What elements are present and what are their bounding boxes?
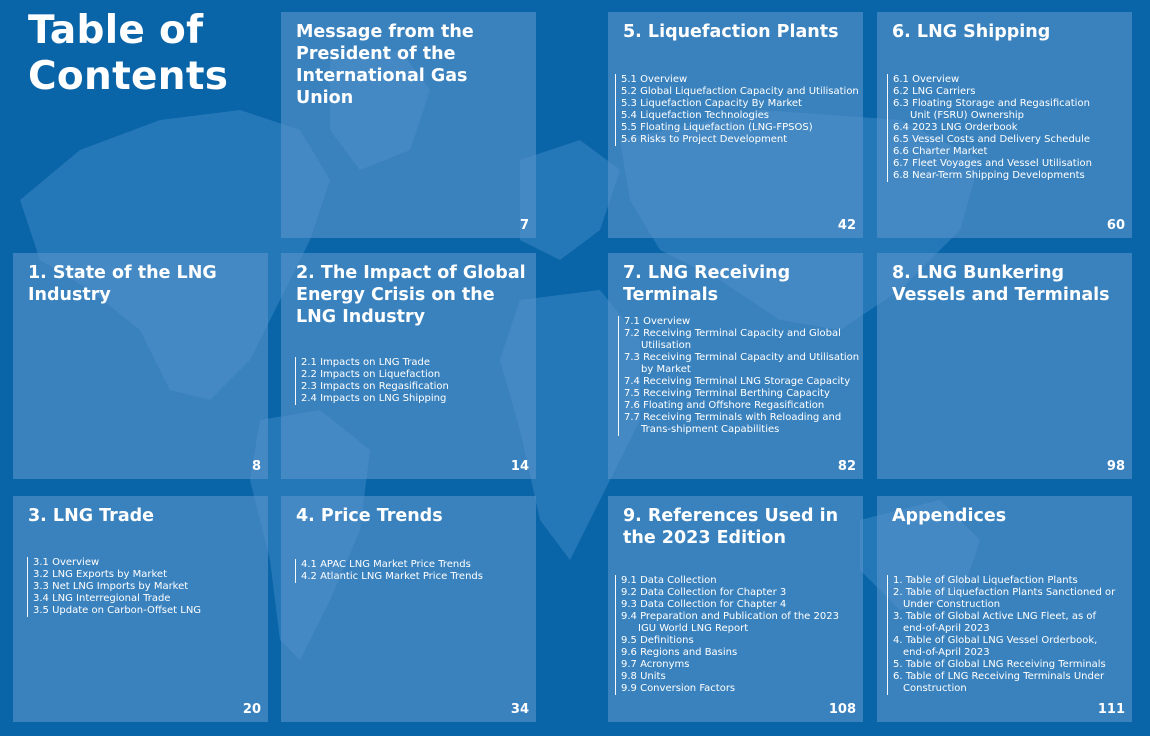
toc-card-chapter-6[interactable] <box>877 12 1132 238</box>
card-title: 7. LNG Receiving Terminals <box>623 263 791 305</box>
section-link[interactable]: 6.5 Vessel Costs and Delivery Schedule <box>893 134 1091 145</box>
section-link[interactable]: 9.1 Data Collection <box>621 575 717 586</box>
card-title: Message from the President of the International Gas Union <box>296 22 474 108</box>
section-link[interactable]: 2. Table of Liquefaction Plants Sanctioned or <box>893 587 1116 598</box>
section-link[interactable]: 6.8 Near-Term Shipping Developments <box>893 170 1085 181</box>
toc-card-chapter-2[interactable] <box>281 253 536 479</box>
card-section-list <box>887 74 1124 182</box>
section-link-continuation[interactable]: end-of-April 2023 <box>903 623 990 634</box>
section-link[interactable]: 9.4 Preparation and Publication of the 2023 <box>621 611 839 622</box>
card-section-list <box>615 575 855 695</box>
card-page-number: 20 <box>242 702 261 717</box>
section-link[interactable]: 3. Table of Global Active LNG Fleet, as of <box>893 611 1097 622</box>
card-title: 2. The Impact of Global Energy Crisis on the LNG Industry <box>296 263 526 327</box>
toc-card-chapter-7[interactable] <box>608 253 863 479</box>
section-link[interactable]: 7.5 Receiving Terminal Berthing Capacity <box>624 388 830 399</box>
section-link[interactable]: 7.2 Receiving Terminal Capacity and Global <box>624 328 841 339</box>
toc-card-president-message[interactable] <box>281 12 536 238</box>
section-link[interactable]: 9.5 Definitions <box>621 635 694 646</box>
section-link[interactable]: 6. Table of LNG Receiving Terminals Under <box>893 671 1105 682</box>
section-link[interactable]: 5.1 Overview <box>621 74 688 85</box>
section-link[interactable]: 9.3 Data Collection for Chapter 4 <box>621 599 787 610</box>
section-link[interactable]: 4. Table of Global LNG Vessel Orderbook, <box>893 635 1098 646</box>
section-link[interactable]: 6.2 LNG Carriers <box>893 86 976 97</box>
section-link[interactable]: 7.6 Floating and Offshore Regasification <box>624 400 825 411</box>
section-link[interactable]: 6.1 Overview <box>893 74 960 85</box>
card-title: 8. LNG Bunkering Vessels and Terminals <box>892 263 1110 305</box>
section-link[interactable]: 5.5 Floating Liquefaction (LNG-FPSOS) <box>621 122 813 133</box>
section-link[interactable]: 7.4 Receiving Terminal LNG Storage Capacity <box>624 376 851 387</box>
card-section-list <box>295 357 528 405</box>
section-link[interactable]: 6.6 Charter Market <box>893 146 988 157</box>
section-link-continuation[interactable]: Under Construction <box>903 599 1001 610</box>
card-title: 4. Price Trends <box>296 506 443 526</box>
section-link[interactable]: 3.2 LNG Exports by Market <box>33 569 168 580</box>
card-page-number: 111 <box>1097 702 1125 717</box>
section-link[interactable]: 9.8 Units <box>621 671 666 682</box>
section-link[interactable]: 2.4 Impacts on LNG Shipping <box>301 393 447 404</box>
section-link[interactable]: 3.4 LNG Interregional Trade <box>33 593 171 604</box>
card-title: Appendices <box>892 506 1007 526</box>
section-link[interactable]: 5.3 Liquefaction Capacity By Market <box>621 98 802 109</box>
section-link[interactable]: 9.2 Data Collection for Chapter 3 <box>621 587 787 598</box>
section-link[interactable]: 6.4 2023 LNG Orderbook <box>893 122 1018 133</box>
card-title: 5. Liquefaction Plants <box>623 22 839 42</box>
section-link-continuation[interactable]: IGU World LNG Report <box>638 623 749 634</box>
card-page-number: 7 <box>519 218 529 233</box>
card-page-number: 108 <box>828 702 856 717</box>
card-page-number: 34 <box>510 702 529 717</box>
section-link[interactable]: 9.7 Acronyms <box>621 659 690 670</box>
section-link[interactable]: 6.7 Fleet Voyages and Vessel Utilisation <box>893 158 1092 169</box>
section-link[interactable]: 1. Table of Global Liquefaction Plants <box>893 575 1078 586</box>
toc-card-chapter-9[interactable] <box>608 496 863 722</box>
section-link-continuation[interactable]: Trans-shipment Capabilities <box>641 424 780 435</box>
card-section-list <box>295 559 528 583</box>
card-page-number: 82 <box>837 459 856 474</box>
toc-card-appendices[interactable] <box>877 496 1132 722</box>
section-link-continuation[interactable]: end-of-April 2023 <box>903 647 990 658</box>
card-title: 6. LNG Shipping <box>892 22 1051 42</box>
card-section-list <box>615 74 859 146</box>
card-page-number: 14 <box>510 459 529 474</box>
toc-card-chapter-8[interactable] <box>877 253 1132 479</box>
section-link[interactable]: 3.5 Update on Carbon-Offset LNG <box>33 605 202 616</box>
section-link[interactable]: 4.1 APAC LNG Market Price Trends <box>301 559 471 570</box>
section-link[interactable]: 5.4 Liquefaction Technologies <box>621 110 769 121</box>
section-link[interactable]: 6.3 Floating Storage and Regasification <box>893 98 1090 109</box>
section-link[interactable]: 4.2 Atlantic LNG Market Price Trends <box>301 571 483 582</box>
section-link[interactable]: 2.3 Impacts on Regasification <box>301 381 449 392</box>
card-section-list <box>618 316 860 436</box>
toc-card-chapter-1[interactable] <box>13 253 268 479</box>
section-link[interactable]: 7.1 Overview <box>624 316 691 327</box>
card-title: 1. State of the LNG Industry <box>28 263 217 305</box>
toc-card-chapter-4[interactable] <box>281 496 536 722</box>
section-link[interactable]: 2.2 Impacts on Liquefaction <box>301 369 441 380</box>
section-link[interactable]: 3.1 Overview <box>33 557 100 568</box>
section-link[interactable]: 5. Table of Global LNG Receiving Terminals <box>893 659 1106 670</box>
page-title-line-1: Table of <box>28 8 204 53</box>
section-link[interactable]: 9.6 Regions and Basins <box>621 647 738 658</box>
toc-card-chapter-5[interactable] <box>608 12 863 238</box>
toc-card-chapter-3[interactable] <box>13 496 268 722</box>
section-link[interactable]: 5.6 Risks to Project Development <box>621 134 788 145</box>
section-link[interactable]: 7.3 Receiving Terminal Capacity and Utilisation <box>624 352 860 363</box>
section-link[interactable]: 7.7 Receiving Terminals with Reloading and <box>624 412 842 423</box>
section-link[interactable]: 3.3 Net LNG Imports by Market <box>33 581 189 592</box>
section-link-continuation[interactable]: Construction <box>903 683 967 694</box>
card-page-number: 42 <box>837 218 856 233</box>
section-link-continuation[interactable]: by Market <box>641 364 691 375</box>
card-page-number: 60 <box>1106 218 1125 233</box>
section-link-continuation[interactable]: Unit (FSRU) Ownership <box>910 110 1025 121</box>
card-section-list <box>887 575 1124 695</box>
section-link[interactable]: 5.2 Global Liquefaction Capacity and Utilisation <box>621 86 859 97</box>
section-link[interactable]: 9.9 Conversion Factors <box>621 683 736 694</box>
card-section-list <box>27 557 260 617</box>
page-title <box>28 8 228 100</box>
card-page-number: 98 <box>1106 459 1125 474</box>
card-title: 3. LNG Trade <box>28 506 155 526</box>
section-link-continuation[interactable]: Utilisation <box>641 340 692 351</box>
card-page-number: 8 <box>251 459 261 474</box>
section-link[interactable]: 2.1 Impacts on LNG Trade <box>301 357 431 368</box>
card-title: 9. References Used in the 2023 Edition <box>623 506 839 548</box>
page-title-line-2: Contents <box>28 54 229 99</box>
